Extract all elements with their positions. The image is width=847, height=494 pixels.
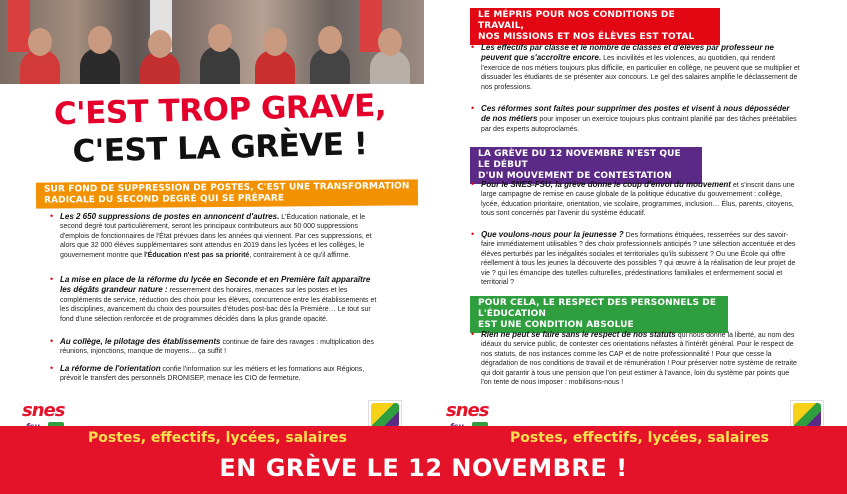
slogan-right: Postes, effectifs, lycées, salaires xyxy=(510,430,769,446)
right-banner-3: POUR CELA, LE RESPECT DES PERSONNELS DE L'ÉDUCATION EST UNE CONDITION ABSOLUE xyxy=(470,296,728,333)
headline-red: C'EST TROP GRAVE, xyxy=(53,87,387,133)
left-item-1: • Les 2 650 suppressions de postes en annoncent d'autres. L'Éducation nationale, et le second degré tout particulièrement, seront les principaux contributeurs aux 50 000 suppressions d'emplois de fonctionnaires de l'État prévues dans les années qui viennent. Par ces suppressions, et alors que 32 000 élèves supplémentaires sont attendus en 2019 dans les lycées et les collèges, le gouvernement montre que l'Éducation n'est pas sa priorité, contrairement à ce qu'il affirme. xyxy=(50,211,372,259)
headline-black: C'EST LA GRÈVE ! xyxy=(72,126,368,170)
right-item-2: • Ces réformes sont faites pour supprimer des postes et visent à nous déposséder de nos métiers pour imposer un exercice toujours plus contraint planifié par des tâches préétablies par des experts autoproclamés. xyxy=(471,103,797,133)
right-banner-1: LE MÉPRIS POUR NOS CONDITIONS DE TRAVAIL, NOS MISSIONS ET NOS ÉLÈVES EST TOTAL xyxy=(470,8,720,45)
left-item-2: • La mise en place de la réforme du lycée en Seconde et en Première fait apparaître les dégâts grandeur nature : resserrement des horaires, menaces sur les postes et les compléments de service, réduction des choix pour les élèves, concurrence entre les établissements et les disciplines, avancement du choix des poursuites d'études post-bac dès la Première… Le tout sur fond d'une sélection renforcée et de programmes décidés dans la plus grande opacité. xyxy=(50,274,377,323)
right-item-5: • Rien ne peut se faire sans le respect de nos statuts qui nous donne la liberté, au nom des idéaux du service public, de contester ces orientations néfastes à l'intérêt général. Pour le respect de nos statuts, de nos instances comme les CAP et de notre professionnalité ! Pour que cesse la dégradation de nos conditions de travail et de rémunération ! Pour préserver notre système de retraite qui doit garantir à tous une pension que l'on peut estimer à l'avance, loin du système par points que l'on tente de nous imposer : mobilisons-nous ! xyxy=(471,329,797,387)
strike-headline: EN GRÈVE LE 12 NOVEMBRE ! xyxy=(219,454,628,482)
protest-photo xyxy=(0,0,424,84)
snes-logo-right: snes xyxy=(446,400,488,421)
right-item-1: • Les effectifs par classe et le nombre de classes et d'élèves par professeur ne peuvent que s'accroître encore. Les incivilités et les violences, au quotidien, qui rendent l'exercice de nos métiers toujours plus difficile, en particulier en collège, ne peuvent que se multiplier et dissuader les étudiants de se présenter aux concours. Le gel des salaires amplifie le déclassement de nos professions. xyxy=(471,42,800,91)
right-item-3: • Pour le SNES-FSU, la grève donne le coup d'envoi du mouvement et s'inscrit dans une large campagne de remise en cause globale de la politique éducative du gouvernement : collège, lycée, éducation prioritaire, orientation, vie scolaire, programmes, inclusion… Élus, parents, citoyens, tous sont concernés par l'avenir du système éducatif. xyxy=(471,179,795,218)
left-banner: SUR FOND DE SUPPRESSION DE POSTES, C'EST UNE TRANSFORMATION RADICALE DU SECOND DEGRÉ QUI SE PRÉPARE xyxy=(36,179,418,208)
left-item-3: • Au collège, le pilotage des établissements continue de faire des ravages : multiplication des réunions, injonctions, manque de moyens… ça suffit ! xyxy=(50,336,374,356)
snes-logo-left: snes xyxy=(22,400,64,421)
right-item-4: • Que voulons-nous pour la jeunesse ? Des formations étriquées, resserrées sur des savoir-faire immédiatement utilisables ? des choix professionnels anticipés ? une sélection accentuée et des élèves perturbés par les inégalités sociales et territoriales qu'ils subissent ? Ou une École qui offre réellement à tous les jeunes la découverte des possibles ? qui œuvre à la réalisation de leur projet de vie ? qui les émancipe des tutelles culturelles, prédestinations familiales et enfermement social et territorial ? xyxy=(471,229,796,287)
right-banner-2: LA GRÈVE DU 12 NOVEMBRE N'EST QUE LE DÉBUT D'UN MOUVEMENT DE CONTESTATION xyxy=(470,147,702,184)
slogan-left: Postes, effectifs, lycées, salaires xyxy=(88,430,347,446)
footer-band xyxy=(0,426,847,494)
left-item-4: • La réforme de l'orientation confie l'information sur les métiers et les formations aux Régions, prévoit le transfert des personnels DRONISEP, menace les CIO de fermeture. xyxy=(50,363,365,383)
